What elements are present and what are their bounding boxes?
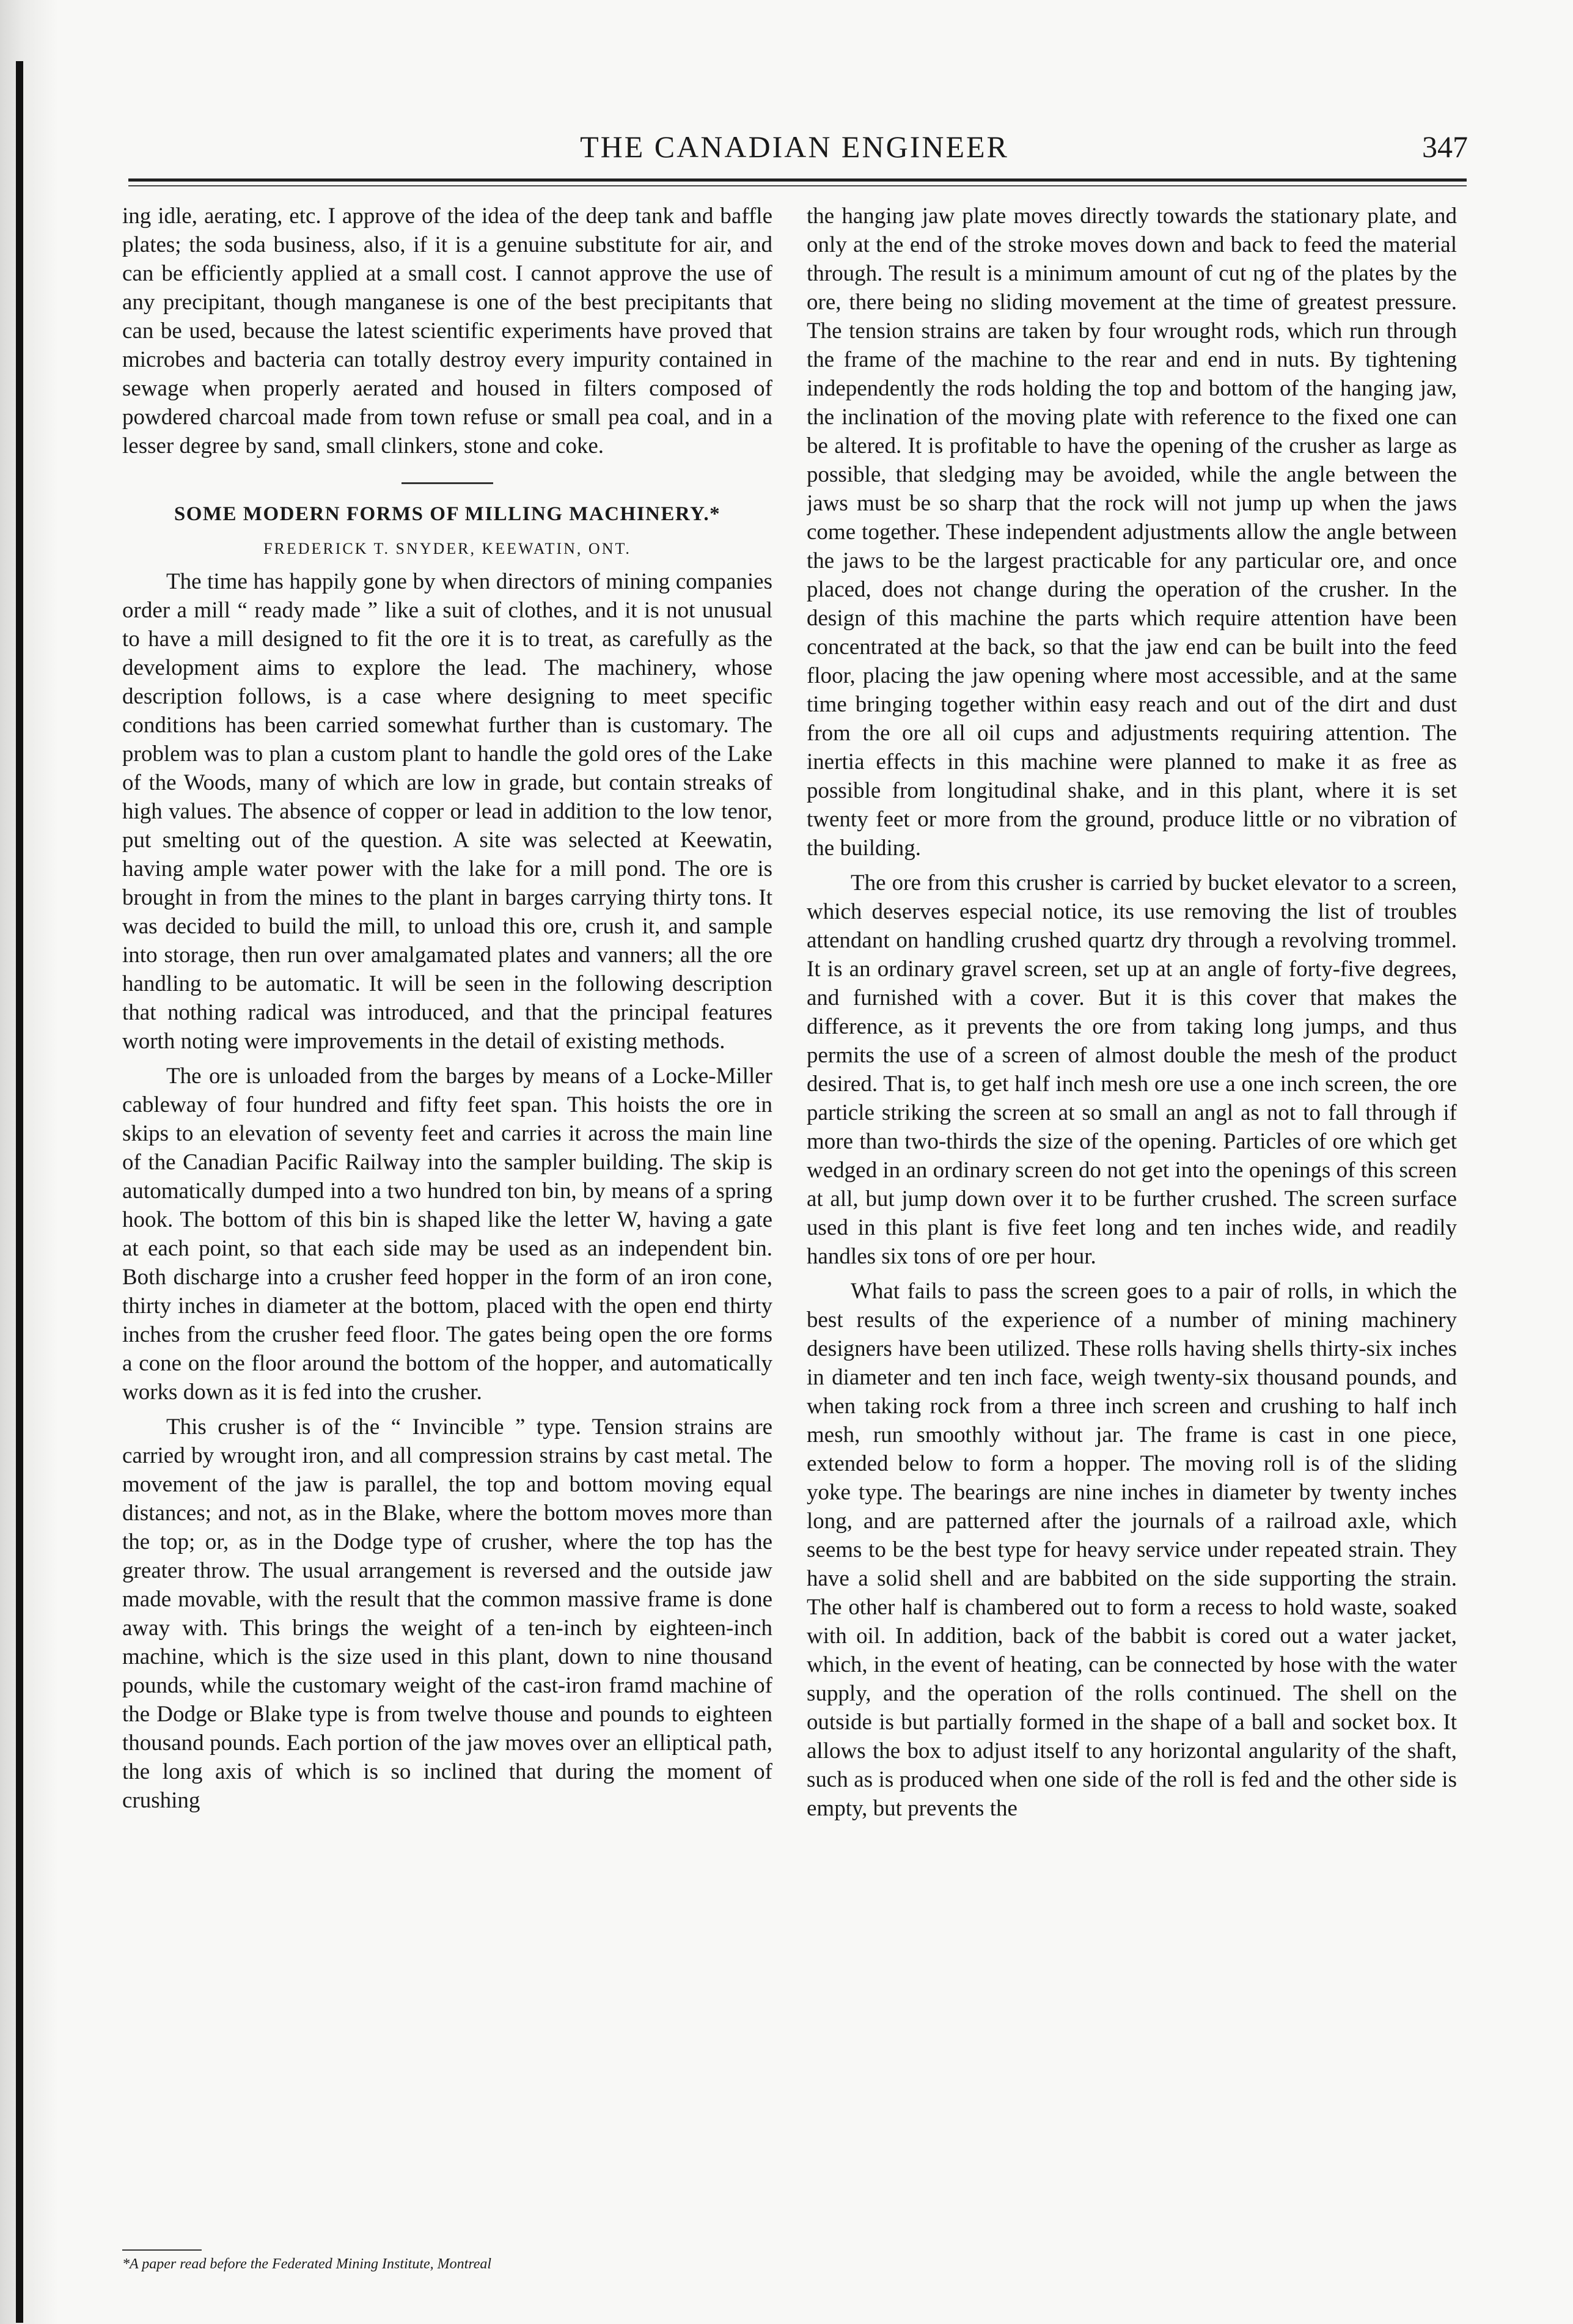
page-header — [122, 125, 1467, 174]
running-title: THE CANADIAN ENGINEER — [580, 130, 1009, 164]
page-number: 347 — [1422, 130, 1468, 164]
article-title: SOME MODERN FORMS OF MILLING MACHINERY.* — [174, 503, 721, 525]
header-rule-thick — [128, 178, 1467, 182]
left-column — [122, 202, 772, 2237]
article-byline: FREDERICK T. SNYDER, KEEWATIN, ONT. — [263, 540, 631, 557]
page-binding-edge — [0, 0, 59, 2324]
body-paragraph: the hanging jaw plate moves directly towards the stationary plate, and only at the end of the stroke moves down and back to feed the material through. The result is a minimum amount of cut ng of the plates by the ore, there being no sliding movement at the time of greatest pressure. The tension strains are taken by four wrought rods, which run through the frame of the machine to the rear and end in nuts. By tightening independently the rods holding the top and bottom of the hanging jaw, the inclination of the moving plate with reference to the fixed one can be altered. It is profitable to have the opening of the crusher as large as possible, that sledging may be avoided, while the angle between the jaws must be so sharp that the rock will not jump up when the jaws come together. These independent adjustments allow the angle between the jaws to be the largest practicable for any particular ore, and once placed, does not change during the operation of the crusher. In the design of this machine the parts which require attention have been concentrated at the back, so that the jaw end can be built into the feed floor, placing the jaw opening where most accessible, and at the same time bringing together within easy reach and out of the dirt and dust from the ore all oil cups and adjustments requiring attention. The inertia effects in this machine were planned to make it as free as possible from longitudinal shake, and in this plant, where it is set twenty feet or more from the ground, produce little or no vibration of the building. — [807, 204, 1457, 861]
footnote-rule — [122, 2249, 202, 2251]
body-paragraph: The time has happily gone by when directors of mining companies order a mill “ ready made ” like a suit of clothes, and it is not unusual to have a mill designed to fit the ore it is to treat, as carefully as the development aims to explore the lead. The machinery, whose description follows, is a case where designing to meet specific conditions has been carried somewhat further than is customary. The problem was to plan a custom plant to handle the gold ores of the Lake of the Woods, many of which are low in grade, but contain streaks of high values. The absence of copper or lead in addition to the low tenor, put smelting out of the question. A site was selected at Keewatin, having ample water power with the lake for a mill pond. The ore is brought in from the mines to the plant in barges carrying thirty tons. It was decided to build the mill, to unload this ore, crush it, and sample into storage, then run over amalgamated plates and vanners; all the ore handling to be automatic. It will be seen in the following description that nothing radical was introduced, and that the principal features worth noting were improvements in the detail of existing methods. — [122, 569, 772, 1054]
body-paragraph: The ore is unloaded from the barges by means of a Locke-Miller cableway of four hundred and fifty feet span. This hoists the ore in skips to an elevation of seventy feet and carries it across the main line of the Canadian Pacific Railway into the sampler building. The skip is automatically dumped into a two hundred ton bin, by means of a spring hook. The bottom of this bin is shaped like the letter W, having a gate at each point, so that each side may be used as an independent bin. Both discharge into a crusher feed hopper in the form of an iron cone, thirty inches in diameter at the bottom, placed with the open end thirty inches from the crusher feed floor. The gates being open the ore forms a cone on the floor around the bottom of the hopper, and automatically works down as it is fed into the crusher. — [122, 1064, 772, 1405]
right-column — [807, 202, 1457, 2237]
body-paragraph: The ore from this crusher is carried by bucket elevator to a screen, which deserves especial notice, its use removing the list of troubles attendant on handling crushed quartz dry through a revolving trommel. It is an ordinary gravel screen, set up at an angle of forty-five degrees, and furnished with a cover. But it is this cover that makes the difference, as it prevents the ore from taking long jumps, and thus permits the use of a screen of almost double the mesh of the product desired. That is, to get half inch mesh ore use a one inch screen, the ore particle striking the screen at so small an angl as not to fall through if more than two-thirds the size of the opening. Particles of ore which get wedged in an ordinary screen do not get into the openings of this screen at all, but jump down over it to be further crushed. The screen surface used in this plant is five feet long and ten inches wide, and readily handles six tons of ore per hour. — [807, 870, 1457, 1269]
header-rule-thin — [128, 185, 1467, 186]
section-divider — [402, 482, 493, 484]
footnote: *A paper read before the Federated Mining Institute, Montreal — [122, 2256, 492, 2272]
body-paragraph: This crusher is of the “ Invincible ” type. Tension strains are carried by wrought iron, and all compression strains by cast metal. The movement of the jaw is parallel, the top and bottom moving equal distances; and not, as in the Blake, where the bottom moves more than the top; or, as in the Dodge type of crusher, where the top has the greater throw. The usual arrangement is reversed and the outside jaw made movable, with the result that the common massive frame is done away with. This brings the weight of a ten-inch by eighteen-inch machine, which is the size used in this plant, down to nine thousand pounds, while the customary weight of the cast-iron framd machine of the Dodge or Blake type is from twelve thouse and pounds to eighteen thousand pounds. Each portion of the jaw moves over an elliptical path, the long axis of which is so inclined that during the moment of crushing — [122, 1414, 772, 1813]
body-paragraph: What fails to pass the screen goes to a pair of rolls, in which the best results of the experience of a number of mining machinery designers have been utilized. These rolls having shells thirty-six inches in diameter and ten inch face, weigh twenty-six thousand pounds, and when taking rock from a three inch screen and crushing to half inch mesh, run smoothly without jar. The frame is cast in one piece, extended below to form a hopper. The moving roll is of the sliding yoke type. The bearings are nine inches in diameter by twenty inches long, and are patterned after the journals of a railroad axle, which seems to be the best type for heavy service under repeated strain. They have a solid shell and are babbited on the side supporting the strain. The other half is chambered out to form a recess to hold waste, soaked with oil. In addition, back of the babbit is cored out a water jacket, which, in the event of heating, can be connected by hose with the water supply, and the operation of the rolls continued. The shell on the outside is but partially formed in the shape of a ball and socket box. It allows the box to adjust itself to any horizontal angularity of the shaft, such as is produced when one side of the roll is fed and the other side is empty, but prevents the — [807, 1279, 1457, 1821]
binding-margin-line — [16, 61, 23, 2323]
continued-paragraph: ing idle, aerating, etc. I approve of the idea of the deep tank and baffle plates; the soda business, also, if it is a genuine substitute for air, and can be efficiently applied at a small cost. I cannot approve the use of any precipitant, though manganese is one of the best precipitants that can be used, because the latest scientific experiments have proved that microbes and bacteria can totally destroy every impurity contained in sewage when properly aerated and housed in filters composed of powdered charcoal made from town refuse or small pea coal, and in a lesser degree by sand, small clinkers, stone and coke. — [122, 204, 772, 458]
